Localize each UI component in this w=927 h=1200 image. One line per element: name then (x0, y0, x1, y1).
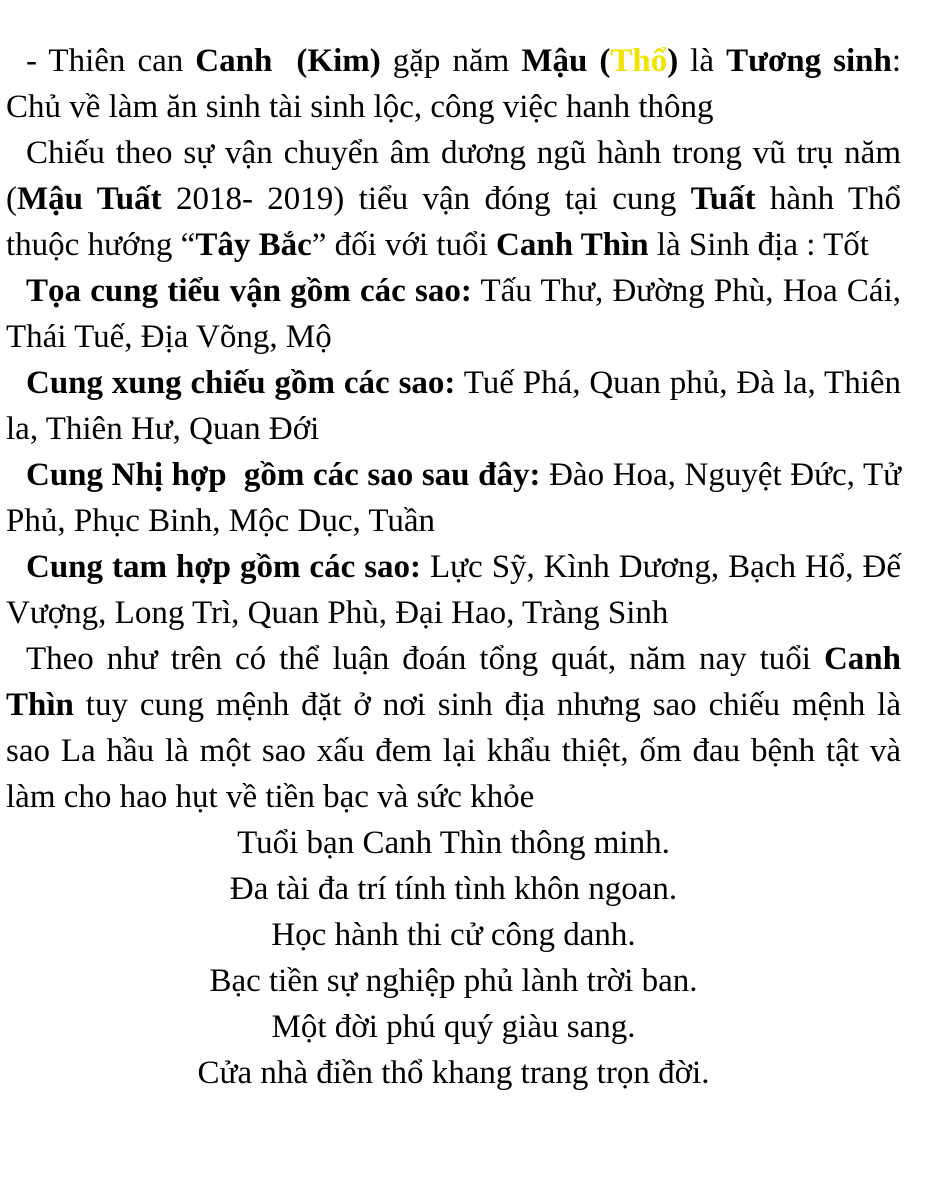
text: là (678, 43, 727, 79)
text: ” đối với tuổi (311, 227, 497, 263)
paragraph-thien-can (6, 38, 901, 130)
bold-heading: Cung tam hợp gồm các sao: (26, 549, 422, 585)
poem (6, 820, 901, 1096)
poem-line: Học hành thi cử công danh. (271, 917, 636, 953)
paragraph-cung-nhi-hop (6, 452, 901, 544)
bold-text: Tây Bắc (195, 227, 312, 263)
text: gặp năm (380, 43, 522, 79)
poem-line: Tuổi bạn Canh Thìn thông minh. (237, 825, 670, 861)
highlighted-text-tho: Thổ (610, 43, 668, 79)
paragraph-luan-doan (6, 636, 901, 820)
poem-line: Đa tài đa trí tính tình khôn ngoan. (229, 871, 678, 907)
text: là Sinh địa : Tốt (648, 227, 869, 263)
bold-text: Tuất (690, 181, 756, 217)
bold-heading: Tọa cung tiểu vận gồm các sao: (26, 273, 472, 309)
bold-text: Canh Thìn (496, 227, 649, 263)
text: Tấu Thư, Đường Phù, Hoa Cái, Thái Tuế, Địa Võng, Mộ (6, 273, 901, 355)
paragraph-cung-xung-chieu (6, 360, 901, 452)
text: tuy cung mệnh đặt ở nơi sinh địa nhưng sao chiếu mệnh là sao La hầu là một sao xấu đem lại khẩu thiệt, ốm đau bệnh tật và làm cho hao hụt về tiền bạc và sức khỏe (6, 687, 901, 815)
text: 2018- 2019) tiểu vận đóng tại cung (161, 181, 691, 217)
bold-text: ) (667, 43, 679, 79)
poem-line: Bạc tiền sự nghiệp phủ lành trời ban. (209, 963, 698, 999)
bold-text: Mậu ( (521, 43, 611, 79)
text (272, 43, 296, 79)
poem-line: Cửa nhà điền thổ khang trang trọn đời. (197, 1055, 710, 1091)
bold-text: Canh (195, 43, 273, 79)
bold-heading: Cung xung chiếu gồm các sao: (26, 365, 456, 401)
text: Đào Hoa, Nguyệt Đức, Tử Phủ, Phục Binh, Mộc Dục, Tuần (6, 457, 901, 539)
text: Tuế Phá, Quan phủ, Đà la, Thiên la, Thiên Hư, Quan Đới (6, 365, 902, 447)
bold-text: (Kim) (296, 43, 381, 79)
poem-line: Một đời phú quý giàu sang. (271, 1009, 636, 1045)
paragraph-cung-tam-hop (6, 544, 901, 636)
bold-heading: Cung Nhị hợp gồm các sao sau đây: (26, 457, 541, 493)
text: Lực Sỹ, Kình Dương, Bạch Hổ, Đế Vượng, Long Trì, Quan Phù, Đại Hao, Tràng Sinh (6, 549, 901, 631)
bold-text: Tương sinh (726, 43, 892, 79)
text: hành Thổ thuộc hướng “ (6, 181, 901, 263)
paragraph-chieu-theo (6, 130, 901, 268)
bold-text: Canh Thìn (6, 641, 901, 723)
text: - Thiên can (26, 43, 196, 79)
paragraph-toa-cung (6, 268, 901, 360)
bold-text: Mậu Tuất (17, 181, 162, 217)
text: : Chủ về làm ăn sinh tài sinh lộc, công việc hanh thông (6, 43, 901, 125)
text: Chiếu theo sự vận chuyển âm dương ngũ hành trong vũ trụ năm ( (6, 135, 901, 217)
text: Theo như trên có thể luận đoán tổng quát, năm nay tuổi (26, 641, 824, 677)
